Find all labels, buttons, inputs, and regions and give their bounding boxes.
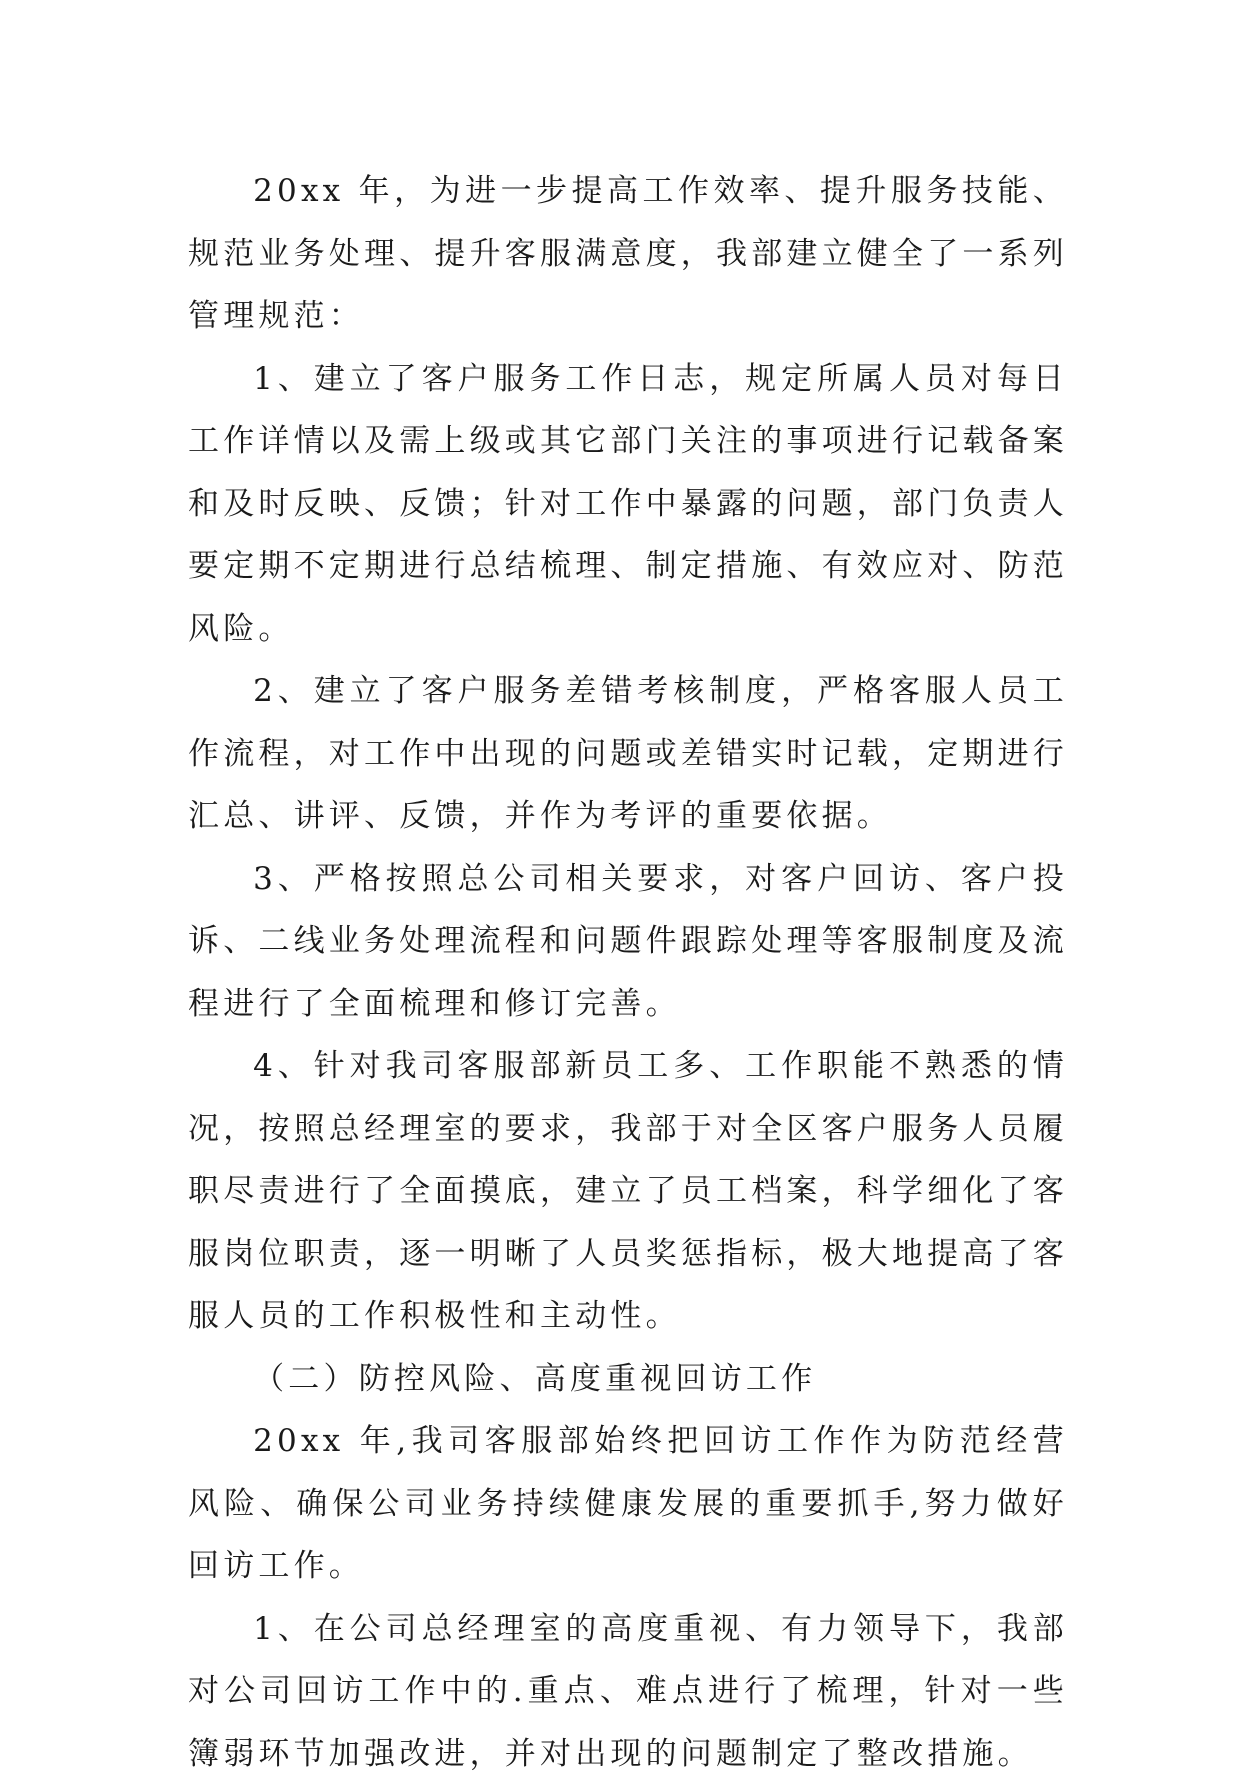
paragraph-item-4: 4、针对我司客服部新员工多、工作职能不熟悉的情况，按照总经理室的要求，我部于对全区客户服务人员履职尽责进行了全面摸底，建立了员工档案，科学细化了客服岗位职责，逐一明晰了人员奖惩指标，极大地提高了客服人员的工作积极性和主动性。	[188, 1035, 1068, 1348]
paragraph-item-2: 2、建立了客户服务差错考核制度，严格客服人员工作流程，对工作中出现的问题或差错实时记载，定期进行汇总、讲评、反馈，并作为考评的重要依据。	[188, 660, 1068, 848]
document-body	[188, 160, 1068, 1785]
intro-paragraph: 20xx 年，为进一步提高工作效率、提升服务技能、规范业务处理、提升客服满意度，我部建立健全了一系列管理规范：	[188, 160, 1068, 348]
section-heading: （二）防控风险、高度重视回访工作	[188, 1348, 1068, 1411]
paragraph-item-1: 1、建立了客户服务工作日志，规定所属人员对每日工作详情以及需上级或其它部门关注的事项进行记载备案和及时反映、反馈；针对工作中暴露的问题，部门负责人要定期不定期进行总结梳理、制定措施、有效应对、防范风险。	[188, 348, 1068, 661]
section-intro-paragraph: 20xx 年,我司客服部始终把回访工作作为防范经营风险、确保公司业务持续健康发展的重要抓手,努力做好回访工作。	[188, 1410, 1068, 1598]
section-item-1: 1、在公司总经理室的高度重视、有力领导下，我部对公司回访工作中的.重点、难点进行了梳理，针对一些簿弱环节加强改进，并对出现的问题制定了整改措施。	[188, 1598, 1068, 1785]
paragraph-item-3: 3、严格按照总公司相关要求，对客户回访、客户投诉、二线业务处理流程和问题件跟踪处理等客服制度及流程进行了全面梳理和修订完善。	[188, 848, 1068, 1036]
